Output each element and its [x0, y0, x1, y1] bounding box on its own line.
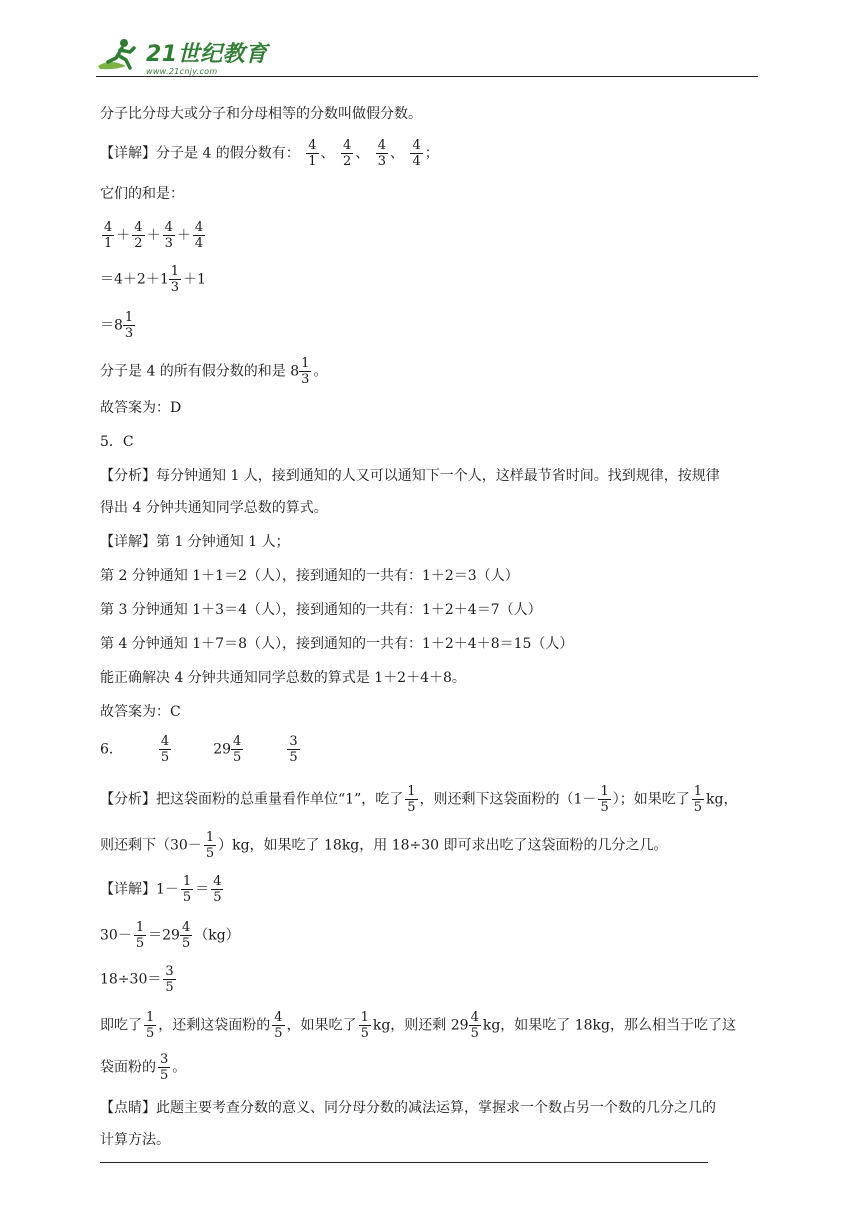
fraction: $\frac{3}{5}$ — [160, 1052, 169, 1083]
page-header — [96, 34, 758, 78]
fraction: $\frac{4}{5}$ — [233, 734, 242, 765]
analysis-line: 【分析】把这袋面粉的总重量看作单位“1”，吃了 $\frac{1}{5}$ ，则还剩下这袋面粉的（1－ $\frac{1}{5}$ ）；如果吃了 $\frac{1}{5}$ kg， — [100, 784, 738, 815]
fraction: $\frac{1}{5}$ — [182, 874, 192, 905]
runner-logo-icon — [96, 36, 142, 76]
analysis-line: 得出 4 分钟共通知同学总数的算式。 — [100, 500, 328, 516]
conclusion-line: 袋面粉的 $\frac{3}{5}$ 。 — [100, 1052, 187, 1083]
header-rule — [96, 76, 758, 77]
equation-line: ＝8 $\frac{1}{3}$ — [100, 310, 134, 341]
key-point-line: 【点睛】此题主要考查分数的意义、同分母分数的减法运算，掌握求一个数占另一个数的几分之几的 — [100, 1100, 716, 1116]
fraction: $\frac{1}{5}$ — [146, 1010, 155, 1041]
fraction: $\frac{4}{3}$ — [377, 138, 387, 169]
question-6-answers: 6． $\frac{4}{5}$ 29 $\frac{4}{5}$ $\frac{3}{5}$ — [100, 734, 298, 765]
equation-line: ＝4＋2＋1 $\frac{1}{3}$ ＋1 — [100, 264, 206, 295]
fraction: $\frac{4}{4}$ — [194, 220, 204, 251]
logo-title: 21世纪教育 — [146, 42, 268, 67]
logo — [96, 34, 268, 76]
fraction: $\frac{4}{2}$ — [343, 138, 352, 169]
text-line: 分子比分母大或分子和分母相等的分数叫做假分数。 — [100, 106, 422, 122]
detail-line: 第 3 分钟通知 1＋3＝4（人），接到通知的一共有：1＋2＋4＝7（人） — [100, 602, 542, 618]
fraction: $\frac{3}{5}$ — [289, 734, 298, 765]
fraction: $\frac{1}{5}$ — [360, 1010, 369, 1041]
text-line: 它们的和是： — [100, 186, 184, 202]
detail-label: 【详解】分子是 4 的假分数有： — [100, 145, 300, 162]
fraction: $\frac{4}{5}$ — [181, 920, 191, 951]
fraction: $\frac{1}{3}$ — [124, 310, 134, 341]
fraction: $\frac{3}{5}$ — [165, 964, 174, 995]
text-line: 分子是 4 的所有假分数的和是 8 $\frac{1}{3}$ 。 — [100, 356, 328, 387]
fraction: $\frac{1}{5}$ — [205, 830, 215, 861]
fraction: $\frac{1}{5}$ — [600, 784, 609, 815]
logo-url: www.21cnjy.com — [146, 67, 218, 76]
equation-line: 18÷30＝ $\frac{3}{5}$ — [100, 964, 174, 995]
analysis-line: 【分析】每分钟通知 1 人，接到通知的人又可以通知下一个人，这样最节省时间。找到规律，按规律 — [100, 468, 720, 484]
detail-line: 【详解】分子是 4 的假分数有： $\frac{4}{1}$ 、 $\frac{4}{2}$ 、 $\frac{4}{3}$ 、 $\frac{4}{4}$ ； — [100, 138, 439, 169]
fraction: $\frac{1}{5}$ — [135, 920, 145, 951]
fraction: $\frac{4}{1}$ — [104, 220, 113, 251]
key-point-line: 计算方法。 — [100, 1132, 170, 1148]
fraction: $\frac{4}{2}$ — [134, 220, 143, 251]
fraction: $\frac{4}{5}$ — [274, 1010, 283, 1041]
fraction: $\frac{4}{5}$ — [470, 1010, 479, 1041]
answer-line: 故答案为：D — [100, 400, 182, 416]
fraction: $\frac{4}{5}$ — [160, 734, 170, 765]
fraction: $\frac{1}{5}$ — [407, 784, 416, 815]
footer-rule — [100, 1162, 708, 1163]
answer-line: 故答案为：C — [100, 704, 181, 720]
equation-line: $\frac{4}{1}$ ＋ $\frac{4}{2}$ ＋ $\frac{4}{3}$ ＋ $\frac{4}{4}$ — [104, 220, 204, 251]
detail-line: 能正确解决 4 分钟共通知同学总数的算式是 1＋2＋4＋8。 — [100, 670, 466, 686]
fraction: $\frac{4}{3}$ — [164, 220, 173, 251]
question-number: 5．C — [100, 434, 134, 450]
detail-line: 【详解】1－ $\frac{1}{5}$ ＝ $\frac{4}{5}$ — [100, 874, 222, 905]
fraction: $\frac{4}{4}$ — [412, 138, 421, 169]
fraction: $\frac{4}{1}$ — [308, 138, 317, 169]
equation-line: 30－ $\frac{1}{5}$ ＝29 $\frac{4}{5}$ （kg） — [100, 920, 240, 951]
fraction: $\frac{1}{3}$ — [170, 264, 180, 295]
fraction: $\frac{1}{5}$ — [693, 784, 702, 815]
detail-line: 第 4 分钟通知 1＋7＝8（人），接到通知的一共有：1＋2＋4＋8＝15（人） — [100, 636, 574, 652]
fraction: $\frac{4}{5}$ — [213, 874, 222, 905]
question-number: 6． — [100, 741, 123, 758]
detail-line: 第 2 分钟通知 1＋1＝2（人），接到通知的一共有：1＋2＝3（人） — [100, 568, 519, 584]
analysis-line: 则还剩下（30－ $\frac{1}{5}$ ）kg，如果吃了 18kg，用 18÷30 即可求出吃了这袋面粉的几分之几。 — [100, 830, 668, 861]
conclusion-line: 即吃了 $\frac{1}{5}$ ，还剩这袋面粉的 $\frac{4}{5}$ ，如果吃了 $\frac{1}{5}$ kg，则还剩 29 $\frac{4}{5}$ kg，如果吃了 18kg，那么相当于吃了这 — [100, 1010, 736, 1041]
fraction: $\frac{1}{3}$ — [301, 356, 310, 387]
detail-line: 【详解】第 1 分钟通知 1 人； — [100, 534, 290, 550]
